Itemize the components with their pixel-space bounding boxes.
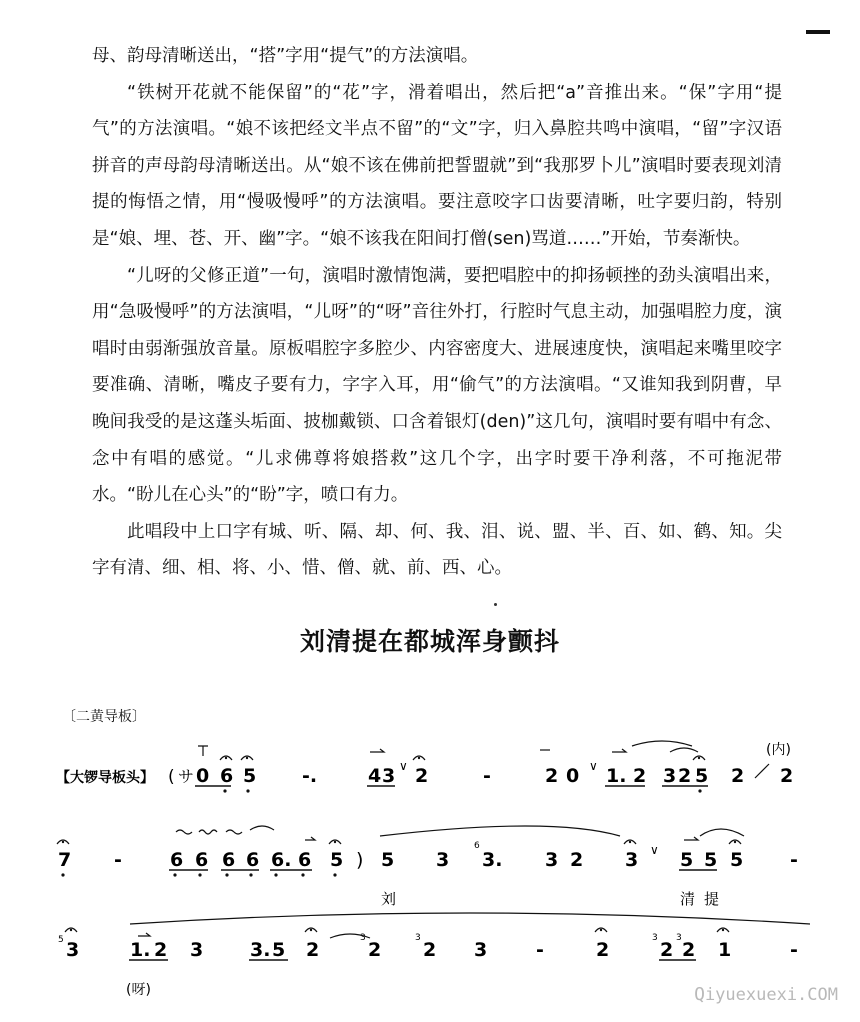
note: 3 — [545, 849, 559, 871]
note: 6 — [170, 849, 184, 871]
svg-text:5: 5 — [58, 935, 64, 945]
note: 2 — [423, 939, 437, 961]
note: 5 — [330, 849, 344, 871]
note: 2 — [731, 765, 745, 787]
intro-label: 【大锣导板头】 — [56, 770, 154, 786]
note: 1 — [718, 939, 732, 961]
note: 3 — [436, 849, 450, 871]
note: 0 — [566, 765, 580, 787]
note: 3 — [625, 849, 639, 871]
lyric: 刘 — [381, 890, 397, 908]
watermark-text: iyuexuexi.COM — [704, 985, 838, 1005]
breath-mark: ∨ — [650, 843, 659, 857]
note: 2 — [780, 765, 794, 787]
paragraph-2: “铁树开花就不能保留”的“花”字，滑着唱出，然后把“a”音推出来。“保”字用“提气”的方法演唱。“娘不该把经文半点不留”的“文”字，归入鼻腔共鸣中演唱，“留”字汉语拼音的声母韵母清晰送出。从“娘不该在佛前把誓盟就”到“我那罗卜儿”演唱时要表现刘清提的悔悟之情，用“慢吸慢呼”的方法演唱。要注意咬字口齿要清晰，吐字要归韵，特别是“娘、埋、苍、开、幽”字。“娘不该我在阳间打僧(sen)骂道……”开始，节奏渐快。 — [92, 82, 782, 249]
note: 5 — [680, 849, 694, 871]
tempo-mark: サ — [178, 767, 195, 786]
note: 5 — [695, 765, 709, 787]
note: 2 — [678, 765, 692, 787]
svg-text:3: 3 — [415, 933, 421, 943]
breath-mark: ∨ — [399, 759, 408, 773]
svg-text:3: 3 — [652, 933, 658, 943]
note: 2 — [368, 939, 382, 961]
svg-text:3: 3 — [676, 933, 682, 943]
paragraph-4: 此唱段中上口字有城、听、隔、却、何、我、泪、说、盟、半、百、如、鹤、知。尖字有清、细、相、将、小、惜、僧、就、前、西、心。 — [92, 521, 782, 579]
note: 5 — [704, 849, 718, 871]
note: 5 — [730, 849, 744, 871]
note: 4 — [368, 765, 382, 787]
note: 3. — [482, 849, 503, 871]
note: - — [114, 849, 122, 871]
song-title: 刘清提在都城浑身颤抖 — [299, 627, 560, 656]
note: 1. — [606, 765, 627, 787]
breath-mark: ∨ — [589, 759, 598, 773]
paren-close: ) — [356, 849, 364, 871]
lyric: (呀) — [126, 982, 151, 998]
note: 3. — [250, 939, 271, 961]
note: 3 — [382, 765, 396, 787]
note: 2 — [545, 765, 559, 787]
note: 2 — [596, 939, 610, 961]
note: 2 — [306, 939, 320, 961]
note: 3 — [190, 939, 204, 961]
mode-label: 〔二黄导板〕 — [62, 709, 146, 725]
svg-text:6: 6 — [474, 841, 480, 851]
lyric: 提 — [704, 890, 720, 908]
note: 5 — [243, 765, 257, 787]
note: 6. — [271, 849, 292, 871]
note: 5 — [272, 939, 286, 961]
note: 5 — [381, 849, 395, 871]
note: -. — [302, 765, 318, 787]
commentary-text — [92, 38, 782, 587]
site-watermark — [694, 984, 838, 1005]
lyric: 清 — [680, 890, 696, 908]
note: 1. — [130, 939, 151, 961]
note: 7 — [58, 849, 72, 871]
note: 6 — [195, 849, 209, 871]
paren-open: ( — [168, 767, 175, 787]
paragraph-3: “儿呀的父修正道”一句，演唱时激情饱满，要把唱腔中的抑扬顿挫的劲头演唱出来，用“急吸慢呼”的方法演唱，“儿呀”的“呀”音往外打，行腔时气息主动，加强唱腔力度，演唱时由弱渐强放音量。原板唱腔字多腔少、内容密度大、进展速度快，演唱起来嘴里咬字要准确、清晰，嘴皮子要有力，字字入耳，用“偷气”的方法演唱。“又谁知我到阴曹，早晚间我受的是这蓬头垢面、披枷戴锁、口含着银灯(den)”这几句，演唱时要有唱中有念、念中有唱的感觉。“儿求佛尊将娘搭救”这几个字，出字时要干净利落，不可拖泥带水。“盼儿在心头”的“盼”字，喷口有力。 — [92, 265, 782, 506]
note: 3 — [474, 939, 488, 961]
corner-mark — [806, 30, 830, 34]
note: - — [483, 765, 491, 787]
note: 0 — [196, 765, 210, 787]
svg-text:3: 3 — [360, 933, 366, 943]
note: 2 — [154, 939, 168, 961]
cue-inner: (内) — [766, 742, 791, 758]
stray-dot — [494, 603, 497, 606]
note: 2 — [682, 939, 696, 961]
note: 6 — [298, 849, 312, 871]
note: 2 — [660, 939, 674, 961]
note: 2 — [570, 849, 584, 871]
note: 3 — [66, 939, 80, 961]
watermark-logo: Q — [694, 984, 705, 1005]
note: 2 — [633, 765, 647, 787]
note: - — [790, 939, 798, 961]
note: 6 — [222, 849, 236, 871]
note: 6 — [220, 765, 234, 787]
note: - — [536, 939, 544, 961]
paragraph-1: 母、韵母清晰送出，“搭”字用“提气”的方法演唱。 — [92, 46, 479, 66]
note: 6 — [246, 849, 260, 871]
note: 2 — [415, 765, 429, 787]
note: 3 — [663, 765, 677, 787]
note: - — [790, 849, 798, 871]
